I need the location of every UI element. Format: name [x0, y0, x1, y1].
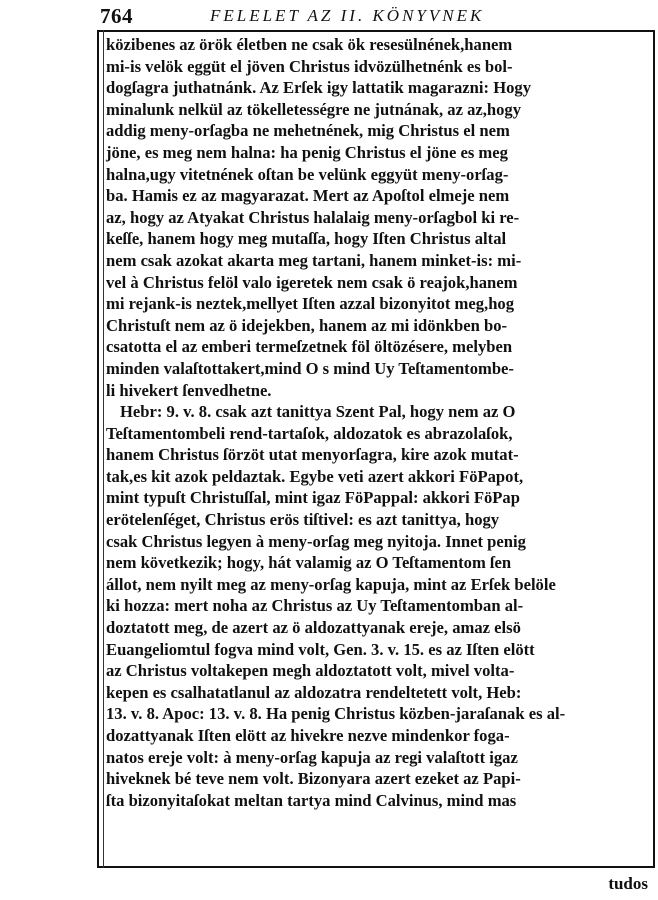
- text-line: [106, 142, 650, 164]
- text-line-content: kepen es csalhatatlanul az aldozatra rendeltetett volt, Heb:: [106, 682, 522, 702]
- text-line-content: hiveknek bé teve nem volt. Bizonyara azert ezeket az Papi-: [106, 769, 521, 789]
- text-line-content: Teſtamentombeli rend-tartaſok, aldozatok es abrazolaſok,: [106, 423, 513, 443]
- text-line: [106, 401, 650, 423]
- text-line-content: doztatott meg, de azert az ö aldozattyanak ereje, amaz elsö: [106, 618, 521, 638]
- text-line: [106, 444, 650, 466]
- text-line: [106, 487, 650, 509]
- text-line: [106, 315, 650, 337]
- text-line: [106, 790, 650, 812]
- text-line: [106, 380, 650, 402]
- text-line: [106, 228, 650, 250]
- text-line-content: addig meny-orſagba ne mehetnének, mig Christus el nem: [106, 121, 510, 141]
- running-title: FELELET AZ II. KÖNYVNEK: [210, 6, 485, 25]
- text-line-content: az Christus voltakepen megh aldoztatott volt, mivel volta-: [106, 661, 515, 681]
- text-line-content: csatotta el az emberi termeſzetnek föl öltözésere, melyben: [106, 337, 513, 357]
- body-text: [106, 34, 650, 811]
- text-line-content: minalunk nelkül az tökelletességre ne jutnának, az az,hogy: [106, 99, 522, 119]
- text-line: [106, 358, 650, 380]
- text-line: [106, 682, 650, 704]
- text-line: [106, 552, 650, 574]
- text-line-content: jöne, es meg nem halna: ha penig Christus el jöne es meg: [106, 142, 508, 162]
- text-line-content: ſta bizonyitaſokat meltan tartya mind Calvinus, mind mas: [106, 790, 517, 810]
- text-line-content: csak Christus legyen à meny-orſag meg nyitoja. Innet penig: [106, 531, 526, 551]
- text-line-content: állot, nem nyilt meg az meny-orſag kapuja, mint az Erſek belöle: [106, 574, 556, 594]
- text-line: [106, 207, 650, 229]
- text-line-content: Euangeliomtul fogva mind volt, Gen. 3. v. 15. es az Iſten elött: [106, 639, 535, 659]
- text-line: [106, 77, 650, 99]
- text-line: [106, 531, 650, 553]
- text-line: [106, 466, 650, 488]
- text-line-content: Christuſt nem az ö idejekben, hanem az mi idönkben bo-: [106, 315, 508, 335]
- text-line: [106, 56, 650, 78]
- text-line: [106, 99, 650, 121]
- text-line: [106, 617, 650, 639]
- text-line-content: dogſagra juthatnánk. Az Erſek igy lattatik magarazni: Hogy: [106, 78, 531, 98]
- text-line-content: natos ereje volt: à meny-orſag kapuja az regi valaſtott igaz: [106, 747, 518, 767]
- text-line-content: li hivekert ſenvedhetne.: [106, 380, 272, 400]
- text-line-content: dozattyanak Iſten elött az hivekre nezve mindenkor foga-: [106, 726, 510, 745]
- text-line: [106, 595, 650, 617]
- text-line-content: mint typuſt Christuſſal, mint igaz FöPappal: akkori FöPap: [106, 488, 520, 508]
- text-line: [106, 336, 650, 358]
- text-line: [106, 768, 650, 790]
- text-line-content: keſſe, hanem hogy meg mutaſſa, hogy Iſten Christus altal: [106, 229, 507, 249]
- text-line: [106, 574, 650, 596]
- text-line-content: 13. v. 8. Apoc: 13. v. 8. Ha penig Christus közben-jaraſanak es al-: [106, 704, 566, 724]
- page-number: 764: [100, 4, 133, 28]
- text-line-content: tak,es kit azok peldaztak. Egybe veti azert akkori FöPapot,: [106, 466, 524, 486]
- catchword: tudos: [608, 874, 648, 893]
- text-line-content: ki hozza: mert noha az Christus az Uy Teſtamentomban al-: [106, 596, 524, 616]
- text-line-content: nem csak azokat akarta meg tartani, hanem minket-is: mi-: [106, 250, 522, 270]
- text-line: [106, 423, 650, 445]
- text-line: [106, 725, 650, 747]
- text-line: [106, 747, 650, 769]
- text-line-content: erötelenſéget, Christus erös tiſtivel: es azt tanittya, hogy: [106, 510, 500, 530]
- text-line: [106, 660, 650, 682]
- text-line: [106, 34, 650, 56]
- text-line: [106, 509, 650, 531]
- text-frame-inner-rule: [103, 30, 104, 868]
- text-line-content: ba. Hamis ez az magyarazat. Mert az Apoſtol elmeje nem: [106, 186, 510, 206]
- text-line-content: nem következik; hogy, hát valamig az O Teſtamentom ſen: [106, 553, 512, 573]
- text-line-content: vel à Christus felöl valo igeretek nem csak ö reajok,hanem: [106, 272, 518, 292]
- text-line-content: mi-is velök eggüt el jöven Christus idvözülhetnénk es bol-: [106, 56, 513, 76]
- text-line: [106, 703, 650, 725]
- text-line: [106, 120, 650, 142]
- text-line: [106, 293, 650, 315]
- text-line-content: minden valaſtottakert,mind O s mind Uy Teſtamentombe-: [106, 358, 514, 378]
- text-line-content: Hebr: 9. v. 8. csak azt tanittya Szent Pal, hogy nem az O: [120, 402, 516, 422]
- text-line: [106, 164, 650, 186]
- text-line-content: az, hogy az Atyakat Christus halalaig meny-orſagbol ki re-: [106, 207, 520, 227]
- text-line: [106, 272, 650, 294]
- text-line-content: közibenes az örök életben ne csak ök resesülnének,hanem: [106, 35, 513, 54]
- text-line: [106, 250, 650, 272]
- text-line-content: halna,ugy vitetnének oſtan be velünk eggyüt meny-orſag-: [106, 164, 509, 184]
- text-line-content: mi rejank-is neztek,mellyet Iſten azzal bizonyitot meg,hog: [106, 294, 515, 314]
- text-line: [106, 185, 650, 207]
- text-line: [106, 639, 650, 661]
- text-line-content: hanem Christus ſörzöt utat menyorſagra, kire azok mutat-: [106, 445, 519, 465]
